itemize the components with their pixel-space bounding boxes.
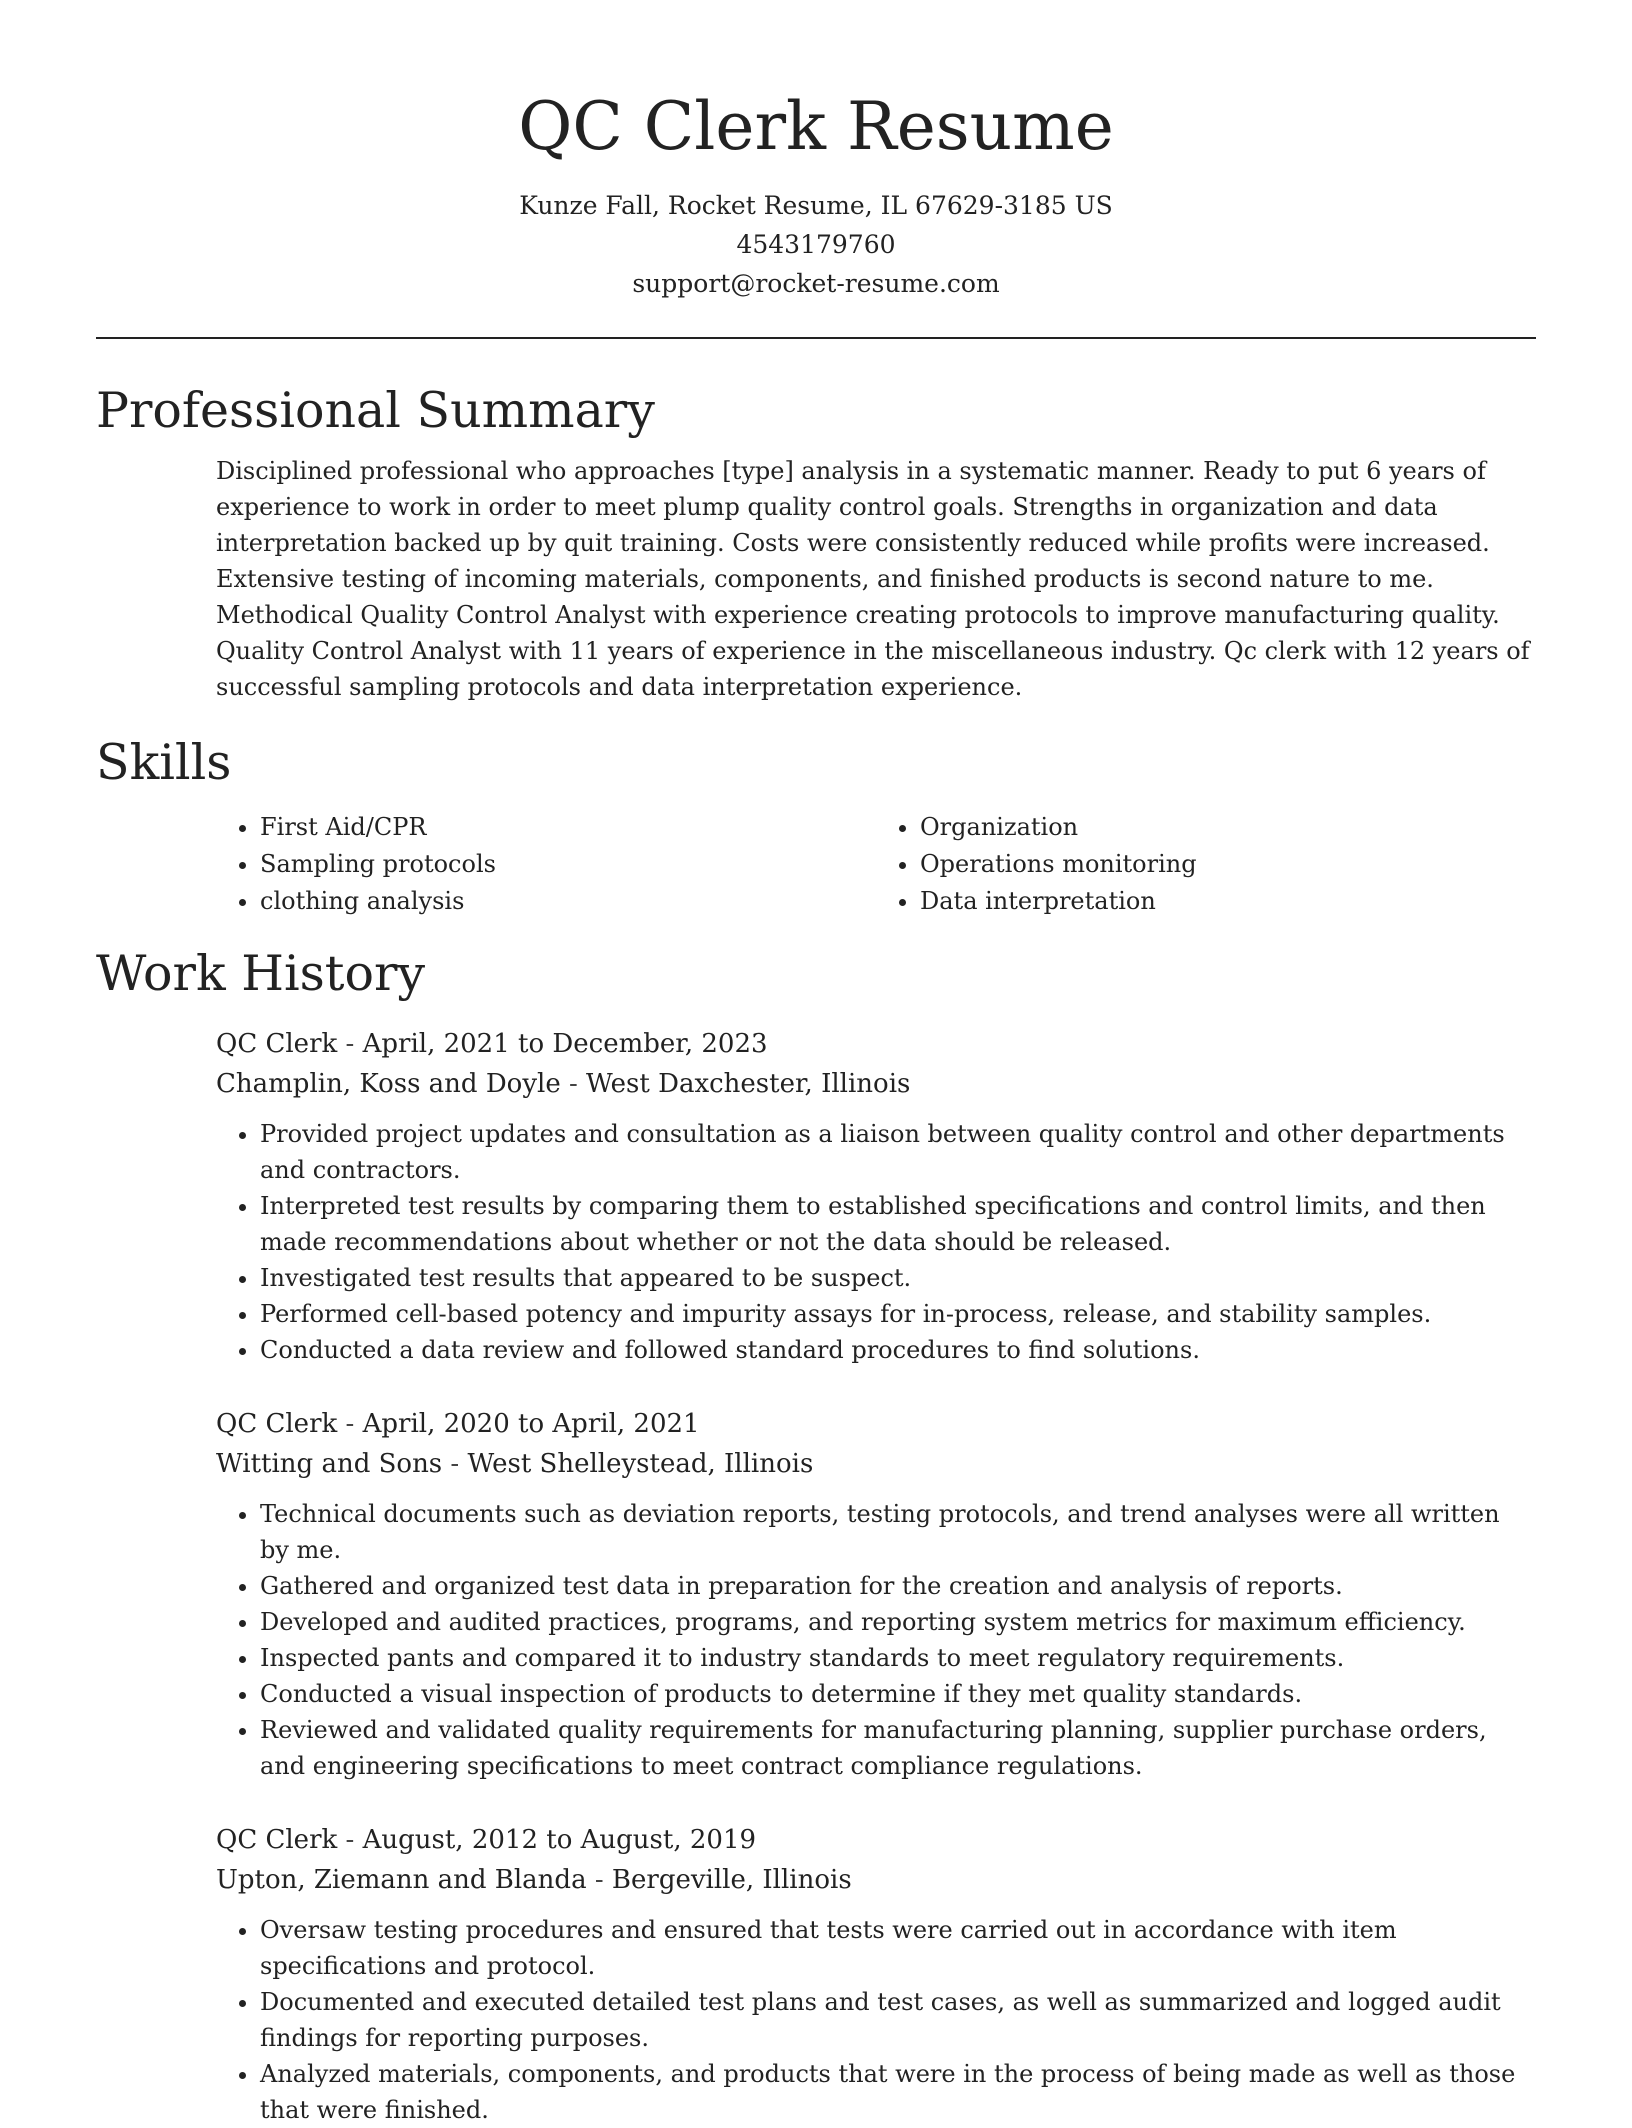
resume-title: QC Clerk Resume	[518, 88, 1114, 165]
address: Kunze Fall, Rocket Resume, IL 67629-3185 US	[519, 191, 1113, 220]
job-title-line: QC Clerk - August, 2012 to August, 2019	[216, 1825, 757, 1855]
job-title: QC Clerk	[216, 1409, 338, 1439]
header-divider	[96, 337, 1536, 339]
job-company-line: Witting and Sons - West Shelleystead, Illinois	[216, 1449, 814, 1479]
email: support@rocket-resume.com	[632, 269, 1000, 298]
resume-page	[96, 0, 1536, 2128]
job-company-line: Champlin, Koss and Doyle - West Daxchester, Illinois	[216, 1069, 911, 1099]
job-company-line: Upton, Ziemann and Blanda - Bergeville, Illinois	[216, 1865, 852, 1895]
duty-item: • Analyzed materials, components, and products that were in the process of being made as well as those that were finished.	[260, 2056, 1536, 2128]
skills-list	[216, 809, 1536, 920]
job-company: Upton, Ziemann and Blanda	[216, 1865, 587, 1895]
duty-item: • Interpreted test results by comparing them to established specifications and control limits, and then made recommendations about whether or not the data should be released.	[260, 1188, 1536, 1260]
duty-item: • Provided project updates and consultation as a liaison between quality control and other departments and contractors.	[260, 1116, 1536, 1188]
job-duties	[216, 1912, 1536, 2128]
job-location: Bergeville, Illinois	[611, 1865, 852, 1895]
job-entry	[216, 1024, 1536, 1368]
job-title: QC Clerk	[216, 1825, 338, 1855]
skill-item: • Data interpretation	[920, 883, 1536, 920]
work-history-heading: Work History	[96, 945, 426, 1002]
job-company: Champlin, Koss and Doyle	[216, 1069, 561, 1099]
job-duties	[216, 1496, 1536, 1784]
summary-text: Disciplined professional who approaches [type] analysis in a systematic manner. Ready to put 6 years of experience to work in order to meet plump quality control goals. Strengths in organization and data interpretation backed up by quit training. Costs were consistently reduced while profits were increased. Extensive testing of incoming materials, components, and finished products is second nature to me. Methodical Quality Control Analyst with experience creating protocols to improve manufacturing quality. Quality Control Analyst with 11 years of experience in the miscellaneous industry. Qc clerk with 12 years of successful sampling protocols and data interpretation experience.	[216, 457, 1530, 701]
skill-item: • Sampling protocols	[260, 846, 876, 883]
phone: 4543179760	[736, 230, 896, 259]
duty-item: • Performed cell-based potency and impurity assays for in-process, release, and stability samples.	[260, 1296, 1536, 1332]
job-dates: August, 2012 to August, 2019	[362, 1825, 757, 1855]
job-location: West Shelleystead, Illinois	[467, 1449, 814, 1479]
skill-item: • First Aid/CPR	[260, 809, 876, 846]
duty-item: • Oversaw testing procedures and ensured that tests were carried out in accordance with item specifications and protocol.	[260, 1912, 1536, 1984]
duty-item: • Conducted a data review and followed standard procedures to find solutions.	[260, 1332, 1536, 1368]
skill-item: • Operations monitoring	[920, 846, 1536, 883]
duty-item: • Developed and audited practices, programs, and reporting system metrics for maximum efficiency.	[260, 1604, 1536, 1640]
summary-heading: Professional Summary	[96, 382, 655, 439]
skill-item: • clothing analysis	[260, 883, 876, 920]
contact-info	[96, 186, 1536, 303]
resume-header	[96, 0, 1536, 303]
skills-heading: Skills	[96, 734, 232, 791]
job-dates: April, 2021 to December, 2023	[362, 1029, 768, 1059]
job-title-line: QC Clerk - April, 2020 to April, 2021	[216, 1409, 700, 1439]
job-title: QC Clerk	[216, 1029, 338, 1059]
duty-item: • Documented and executed detailed test plans and test cases, as well as summarized and logged audit findings for reporting purposes.	[260, 1984, 1536, 2056]
duty-item: • Technical documents such as deviation reports, testing protocols, and trend analyses were all written by me.	[260, 1496, 1536, 1568]
skills-column-left	[216, 809, 876, 920]
job-company: Witting and Sons	[216, 1449, 443, 1479]
job-entry	[216, 1404, 1536, 1784]
duty-item: • Gathered and organized test data in preparation for the creation and analysis of reports.	[260, 1568, 1536, 1604]
job-duties	[216, 1116, 1536, 1368]
job-location: West Daxchester, Illinois	[586, 1069, 911, 1099]
job-dates: April, 2020 to April, 2021	[362, 1409, 700, 1439]
duty-item: • Investigated test results that appeared to be suspect.	[260, 1260, 1536, 1296]
skill-item: • Organization	[920, 809, 1536, 846]
job-title-line: QC Clerk - April, 2021 to December, 2023	[216, 1029, 768, 1059]
duty-item: • Inspected pants and compared it to industry standards to meet regulatory requirements.	[260, 1640, 1536, 1676]
skills-column-right	[876, 809, 1536, 920]
duty-item: • Conducted a visual inspection of products to determine if they met quality standards.	[260, 1676, 1536, 1712]
duty-item: • Reviewed and validated quality requirements for manufacturing planning, supplier purchase orders, and engineering specifications to meet contract compliance regulations.	[260, 1712, 1536, 1784]
job-entry	[216, 1820, 1536, 2128]
